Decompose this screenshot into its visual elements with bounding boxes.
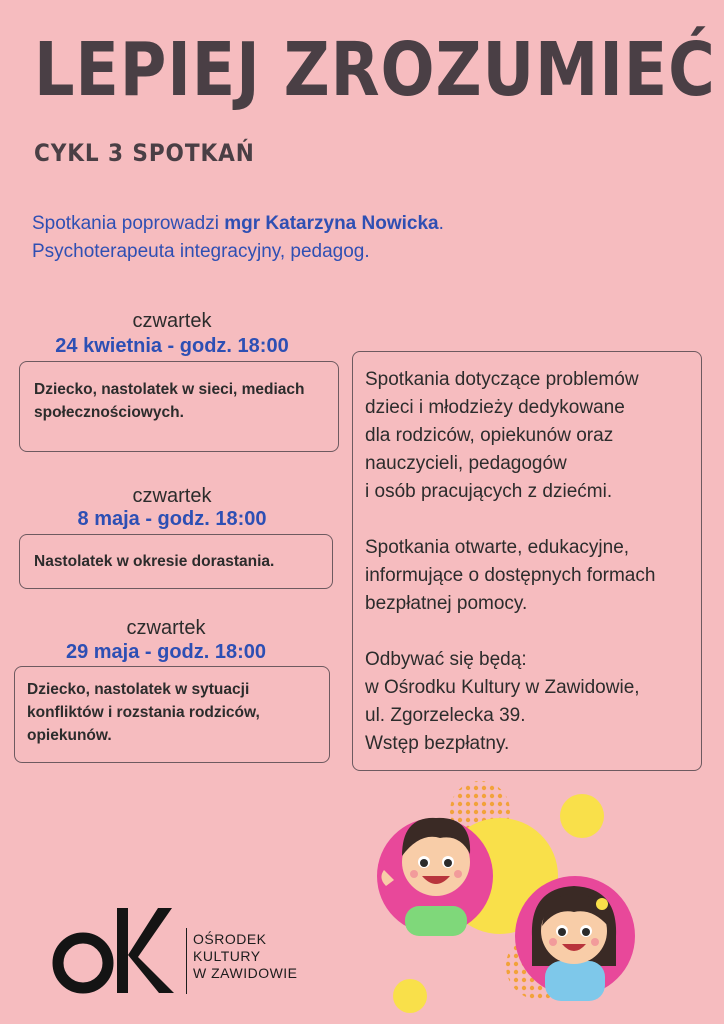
meeting-3-day: czwartek xyxy=(126,617,206,639)
meeting-3-date: 29 maja - godz. 18:00 xyxy=(65,641,267,663)
page-title: LEPIEJ ZROZUMIEĆ xyxy=(34,27,716,113)
info-paragraph-3: Odbywać się będą: w Ośrodku Kultury w Zawidowie, ul. Zgorzelecka 39. Wstęp bezpłatny. xyxy=(365,649,640,754)
intro-text xyxy=(32,210,592,266)
meeting-1-date: 24 kwietnia - godz. 18:00 xyxy=(55,335,289,357)
info-box xyxy=(352,351,702,771)
presenter-role: Psychoterapeuta integracyjny, pedagog. xyxy=(32,241,370,262)
logo-line-2: KULTURY xyxy=(193,948,261,964)
meeting-1-day: czwartek xyxy=(132,310,212,332)
logo-line-3: W ZAWIDOWIE xyxy=(193,965,298,981)
presenter-name: mgr Katarzyna Nowicka xyxy=(224,213,439,234)
kids-illustration xyxy=(360,776,660,1016)
meeting-3-topic: Dziecko, nastolatek w sytuacji konfliktów i rozstania rodziców, opiekunów. xyxy=(14,666,330,763)
page-subtitle: CYKL 3 SPOTKAŃ xyxy=(34,139,255,167)
info-paragraph-1: Spotkania dotyczące problemów dzieci i młodzieży dedykowane dla rodziców, opiekunów oraz nauczycieli, pedagogów i osób pracujących z dziećmi. xyxy=(365,369,639,502)
meeting-2-date: 8 maja - godz. 18:00 xyxy=(77,508,267,530)
ok-logo-icon xyxy=(46,905,186,995)
logo-divider xyxy=(186,928,187,994)
intro-prefix: Spotkania poprowadzi xyxy=(32,213,225,234)
intro-suffix: . xyxy=(438,213,444,234)
meeting-1-topic: Dziecko, nastolatek w sieci, mediach społecznościowych. xyxy=(19,361,339,452)
info-paragraph-2: Spotkania otwarte, edukacyjne, informujące o dostępnych formach bezpłatnej pomocy. xyxy=(365,537,656,614)
meeting-2-topic: Nastolatek w okresie dorastania. xyxy=(19,534,333,589)
logo-text xyxy=(193,931,298,982)
yellow-circle-top xyxy=(560,794,604,838)
logo-line-1: OŚRODEK xyxy=(193,931,267,947)
meeting-2-day: czwartek xyxy=(132,485,212,507)
yellow-circle-bottom xyxy=(393,979,427,1013)
